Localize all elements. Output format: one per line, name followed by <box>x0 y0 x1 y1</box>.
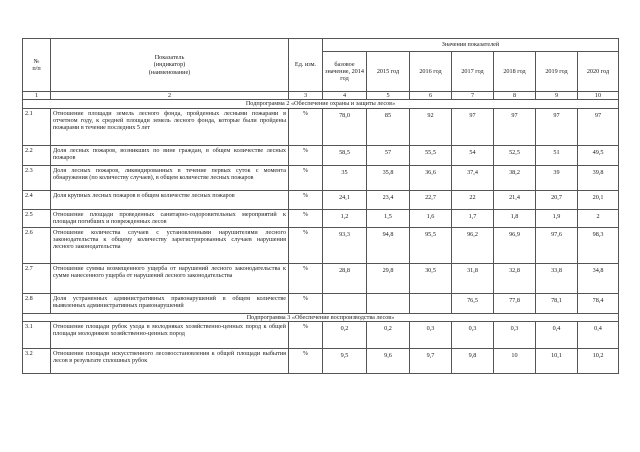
value-cell: 1,6 <box>410 209 452 227</box>
row-number: 2.6 <box>23 227 51 263</box>
unit-cell: % <box>289 209 323 227</box>
value-cell: 37,4 <box>452 165 494 190</box>
indicator-name: Отношение площади искусственного лесовосстановления к общей площади выбытия лесов в результате сплошных рубок <box>51 348 289 373</box>
value-cell: 97 <box>536 108 578 145</box>
unit-cell: % <box>289 321 323 348</box>
value-cell: 10 <box>494 348 536 373</box>
value-cell: 20,7 <box>536 190 578 209</box>
indicator-row <box>23 108 619 145</box>
value-cell <box>367 293 410 313</box>
value-cell: 35,8 <box>367 165 410 190</box>
value-cell: 97,6 <box>536 227 578 263</box>
indicator-name: Доля устраненных административных правонарушений в общем количестве выявленных административных правонарушений <box>51 293 289 313</box>
value-cell: 1,9 <box>536 209 578 227</box>
unit-cell: % <box>289 348 323 373</box>
value-cell: 38,2 <box>494 165 536 190</box>
value-cell: 9,5 <box>323 348 367 373</box>
header-no: № п/п <box>23 39 51 92</box>
value-cell: 39,8 <box>578 165 619 190</box>
value-cell: 52,5 <box>494 145 536 165</box>
value-cell <box>323 293 367 313</box>
value-cell: 24,1 <box>323 190 367 209</box>
row-number: 2.1 <box>23 108 51 145</box>
value-cell: 35 <box>323 165 367 190</box>
value-cell: 1,5 <box>367 209 410 227</box>
indicator-row <box>23 227 619 263</box>
column-number: 3 <box>289 92 323 100</box>
value-cell: 36,6 <box>410 165 452 190</box>
value-cell: 0,3 <box>452 321 494 348</box>
row-number: 3.2 <box>23 348 51 373</box>
value-cell: 85 <box>367 108 410 145</box>
value-cell: 95,5 <box>410 227 452 263</box>
value-cell: 97 <box>452 108 494 145</box>
unit-cell: % <box>289 108 323 145</box>
value-cell: 10,1 <box>536 348 578 373</box>
indicator-name: Отношение суммы возмещенного ущерба от нарушений лесного законодательства к сумме нанесенного ущерба от нарушений лесного законодательства <box>51 263 289 293</box>
indicator-row <box>23 190 619 209</box>
unit-cell: % <box>289 190 323 209</box>
value-cell: 39 <box>536 165 578 190</box>
value-cell: 58,5 <box>323 145 367 165</box>
value-cell: 20,1 <box>578 190 619 209</box>
value-cell: 23,4 <box>367 190 410 209</box>
header-year-2015: 2015 год <box>367 52 410 92</box>
value-cell: 93,3 <box>323 227 367 263</box>
row-number: 2.4 <box>23 190 51 209</box>
value-cell: 0,2 <box>323 321 367 348</box>
value-cell: 10,2 <box>578 348 619 373</box>
header-year-2017: 2017 год <box>452 52 494 92</box>
value-cell: 0,3 <box>410 321 452 348</box>
value-cell: 78,4 <box>578 293 619 313</box>
value-cell: 97 <box>494 108 536 145</box>
row-number: 2.2 <box>23 145 51 165</box>
value-cell <box>410 293 452 313</box>
row-number: 2.8 <box>23 293 51 313</box>
header-indicator: Показатель (индикатор) (наименование) <box>51 39 289 92</box>
value-cell: 54 <box>452 145 494 165</box>
value-cell: 0,3 <box>494 321 536 348</box>
value-cell: 57 <box>367 145 410 165</box>
indicators-table <box>22 38 619 374</box>
section-title: Подпрограмма 2 «Обеспечение охраны и защиты лесов» <box>23 100 619 108</box>
value-cell: 31,8 <box>452 263 494 293</box>
header-year-2018: 2018 год <box>494 52 536 92</box>
indicator-row <box>23 165 619 190</box>
value-cell: 1,8 <box>494 209 536 227</box>
value-cell: 78,1 <box>536 293 578 313</box>
column-number: 1 <box>23 92 51 100</box>
value-cell: 94,8 <box>367 227 410 263</box>
indicator-row <box>23 321 619 348</box>
value-cell: 1,7 <box>452 209 494 227</box>
value-cell: 2 <box>578 209 619 227</box>
unit-cell: % <box>289 165 323 190</box>
value-cell: 29,8 <box>367 263 410 293</box>
header-unit: Ед. изм. <box>289 39 323 92</box>
value-cell: 30,5 <box>410 263 452 293</box>
row-number: 2.5 <box>23 209 51 227</box>
indicator-name: Отношение площади проведенных санитарно-оздоровительных мероприятий к площади погибших и поврежденных лесов <box>51 209 289 227</box>
indicator-name: Отношение площади рубок ухода в молодняках хозяйственно-ценных пород к общей площади молодняков хозяйственно-ценных пород <box>51 321 289 348</box>
column-number: 7 <box>452 92 494 100</box>
value-cell: 21,4 <box>494 190 536 209</box>
value-cell: 9,8 <box>452 348 494 373</box>
row-number: 3.1 <box>23 321 51 348</box>
header-year-2019: 2019 год <box>536 52 578 92</box>
unit-cell: % <box>289 227 323 263</box>
section-title: Подпрограмма 3 «Обеспечение воспроизводства лесов» <box>23 313 619 321</box>
indicator-name: Отношение количества случаев с установленными нарушителями лесного законодательства к общему количеству зарегистрированных случаев нарушения лесного законодательства <box>51 227 289 263</box>
column-number: 9 <box>536 92 578 100</box>
value-cell: 0,2 <box>367 321 410 348</box>
column-number: 6 <box>410 92 452 100</box>
value-cell: 98,3 <box>578 227 619 263</box>
value-cell: 34,8 <box>578 263 619 293</box>
unit-cell: % <box>289 293 323 313</box>
column-number: 8 <box>494 92 536 100</box>
value-cell: 76,5 <box>452 293 494 313</box>
row-number: 2.3 <box>23 165 51 190</box>
header-year-2020: 2020 год <box>578 52 619 92</box>
value-cell: 22,7 <box>410 190 452 209</box>
unit-cell: % <box>289 145 323 165</box>
indicator-row <box>23 263 619 293</box>
column-number: 4 <box>323 92 367 100</box>
header-values-group: Значения показателей <box>323 39 619 52</box>
column-number: 2 <box>51 92 289 100</box>
indicator-name: Доля лесных пожаров, ликвидированных в течение первых суток с момента обнаружения (по количеству случаев), в общем количестве лесных пожаров <box>51 165 289 190</box>
indicator-row <box>23 348 619 373</box>
value-cell: 9,6 <box>367 348 410 373</box>
indicator-name: Доля лесных пожаров, возникших по вине граждан, в общем количестве лесных пожаров <box>51 145 289 165</box>
indicator-row <box>23 145 619 165</box>
indicator-name: Отношение площади земель лесного фонда, пройденных лесными пожарами в отчетном году, к средней площади земель лесного фонда, которые были пройдены пожарами в течение последних 5 лет <box>51 108 289 145</box>
indicator-name: Доля крупных лесных пожаров в общем количестве лесных пожаров <box>51 190 289 209</box>
value-cell: 49,5 <box>578 145 619 165</box>
value-cell: 97 <box>578 108 619 145</box>
unit-cell: % <box>289 263 323 293</box>
value-cell: 78,0 <box>323 108 367 145</box>
value-cell: 51 <box>536 145 578 165</box>
value-cell: 96,2 <box>452 227 494 263</box>
indicator-row <box>23 209 619 227</box>
header-year-base: базовое значение, 2014 год <box>323 52 367 92</box>
indicator-row <box>23 293 619 313</box>
value-cell: 32,8 <box>494 263 536 293</box>
value-cell: 55,5 <box>410 145 452 165</box>
value-cell: 77,8 <box>494 293 536 313</box>
column-number: 10 <box>578 92 619 100</box>
value-cell: 28,8 <box>323 263 367 293</box>
row-number: 2.7 <box>23 263 51 293</box>
header-year-2016: 2016 год <box>410 52 452 92</box>
value-cell: 92 <box>410 108 452 145</box>
value-cell: 0,4 <box>536 321 578 348</box>
value-cell: 33,8 <box>536 263 578 293</box>
value-cell: 22 <box>452 190 494 209</box>
column-number: 5 <box>367 92 410 100</box>
value-cell: 9,7 <box>410 348 452 373</box>
value-cell: 0,4 <box>578 321 619 348</box>
value-cell: 96,9 <box>494 227 536 263</box>
value-cell: 1,2 <box>323 209 367 227</box>
